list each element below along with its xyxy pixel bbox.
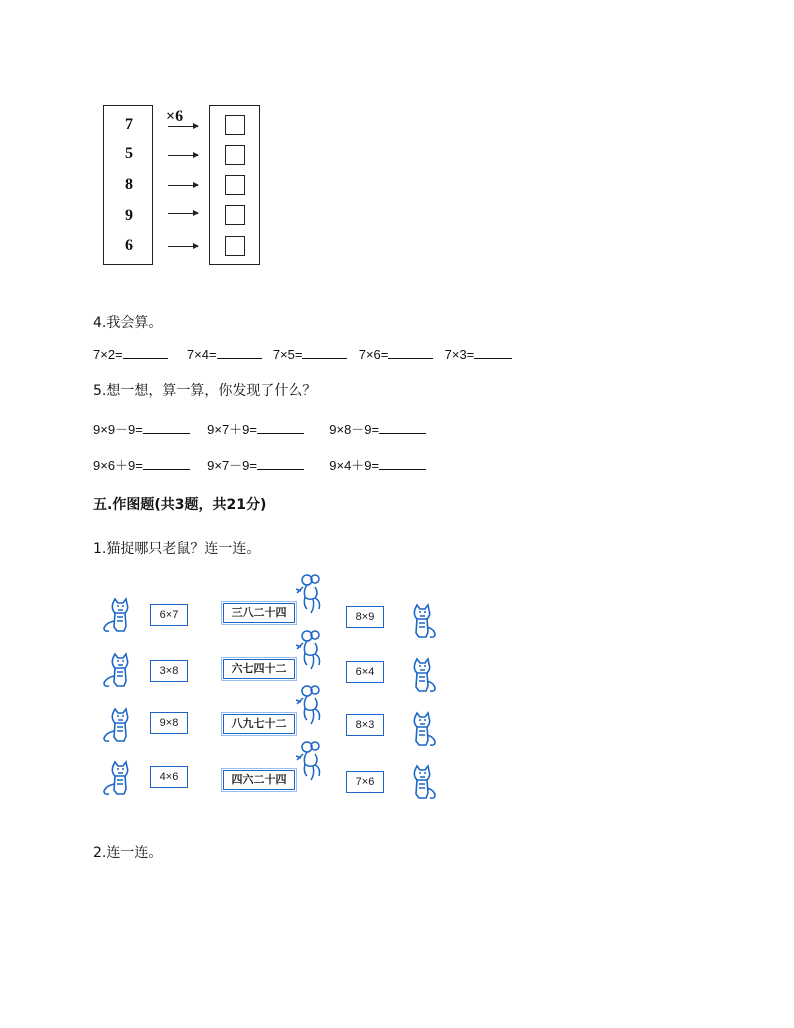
center-card[interactable]: 三八二十四	[223, 603, 295, 623]
calc-row	[93, 346, 512, 362]
calc-item: 9×7－9=	[207, 458, 257, 473]
arrow-icon	[168, 185, 198, 186]
calc-item: 7×5=	[272, 347, 303, 362]
arrow-icon	[168, 213, 198, 214]
left-card[interactable]: 9×8	[150, 712, 188, 734]
cat-icon[interactable]	[402, 657, 436, 697]
arrow-icon	[168, 246, 198, 247]
answer-box[interactable]	[225, 145, 245, 165]
right-card[interactable]: 8×9	[346, 606, 384, 628]
answer-blank[interactable]	[474, 346, 512, 359]
answer-box[interactable]	[225, 205, 245, 225]
mouse-icon[interactable]	[293, 740, 323, 784]
calc-item: 7×2=	[93, 347, 123, 362]
center-card[interactable]: 六七四十二	[223, 659, 295, 679]
cat-icon[interactable]	[100, 760, 134, 800]
mouse-icon[interactable]	[293, 684, 323, 728]
input-number: 5	[125, 145, 133, 162]
question-title: 1.猫捉哪只老鼠？连一连。	[93, 541, 261, 557]
calc-item: 9×4＋9=	[329, 458, 380, 473]
answer-blank[interactable]	[257, 457, 304, 470]
calc-item: 9×8－9=	[329, 422, 380, 437]
question-title: 2.连一连。	[93, 845, 163, 861]
cat-icon[interactable]	[402, 764, 436, 804]
calc-item: 9×6＋9=	[93, 458, 143, 473]
right-card[interactable]: 8×3	[346, 714, 384, 736]
left-card[interactable]: 3×8	[150, 660, 188, 682]
answer-blank[interactable]	[217, 346, 262, 359]
left-card[interactable]: 6×7	[150, 604, 188, 626]
question-title: 4.我会算。	[93, 315, 163, 331]
calc-item: 7×6=	[358, 347, 389, 362]
answer-blank[interactable]	[379, 421, 426, 434]
calc-item: 7×4=	[186, 347, 217, 362]
input-number: 6	[125, 237, 133, 254]
answer-blank[interactable]	[379, 457, 426, 470]
cat-icon[interactable]	[100, 707, 134, 747]
answer-blank[interactable]	[302, 346, 347, 359]
cat-icon[interactable]	[100, 597, 134, 637]
answer-blank[interactable]	[123, 346, 168, 359]
input-number: 9	[125, 207, 133, 224]
answer-box[interactable]	[225, 115, 245, 135]
answer-blank[interactable]	[388, 346, 433, 359]
arrow-icon	[168, 155, 198, 156]
answer-box[interactable]	[225, 175, 245, 195]
input-number: 8	[125, 176, 133, 193]
cat-icon[interactable]	[100, 652, 134, 692]
answer-blank[interactable]	[257, 421, 304, 434]
mouse-icon[interactable]	[293, 573, 323, 617]
section-title: 五.作图题(共3题，共21分)	[93, 497, 267, 513]
question-title: 5.想一想，算一算，你发现了什么？	[93, 383, 317, 399]
answer-box[interactable]	[225, 236, 245, 256]
mouse-icon[interactable]	[293, 629, 323, 673]
center-card[interactable]: 四六二十四	[223, 770, 295, 790]
answer-blank[interactable]	[143, 421, 190, 434]
right-card[interactable]: 6×4	[346, 661, 384, 683]
input-number: 7	[125, 116, 133, 133]
calc-item: 9×9－9=	[93, 422, 143, 437]
right-card[interactable]: 7×6	[346, 771, 384, 793]
answer-blank[interactable]	[143, 457, 190, 470]
center-card[interactable]: 八九七十二	[223, 714, 295, 734]
calc-row	[93, 419, 426, 438]
cat-icon[interactable]	[402, 711, 436, 751]
cat-icon[interactable]	[402, 603, 436, 643]
arrow-icon	[168, 126, 198, 127]
operator-label: ×6	[166, 108, 184, 125]
calc-item: 7×3=	[444, 347, 475, 362]
left-card[interactable]: 4×6	[150, 766, 188, 788]
calc-row	[93, 455, 426, 474]
calc-item: 9×7＋9=	[207, 422, 257, 437]
